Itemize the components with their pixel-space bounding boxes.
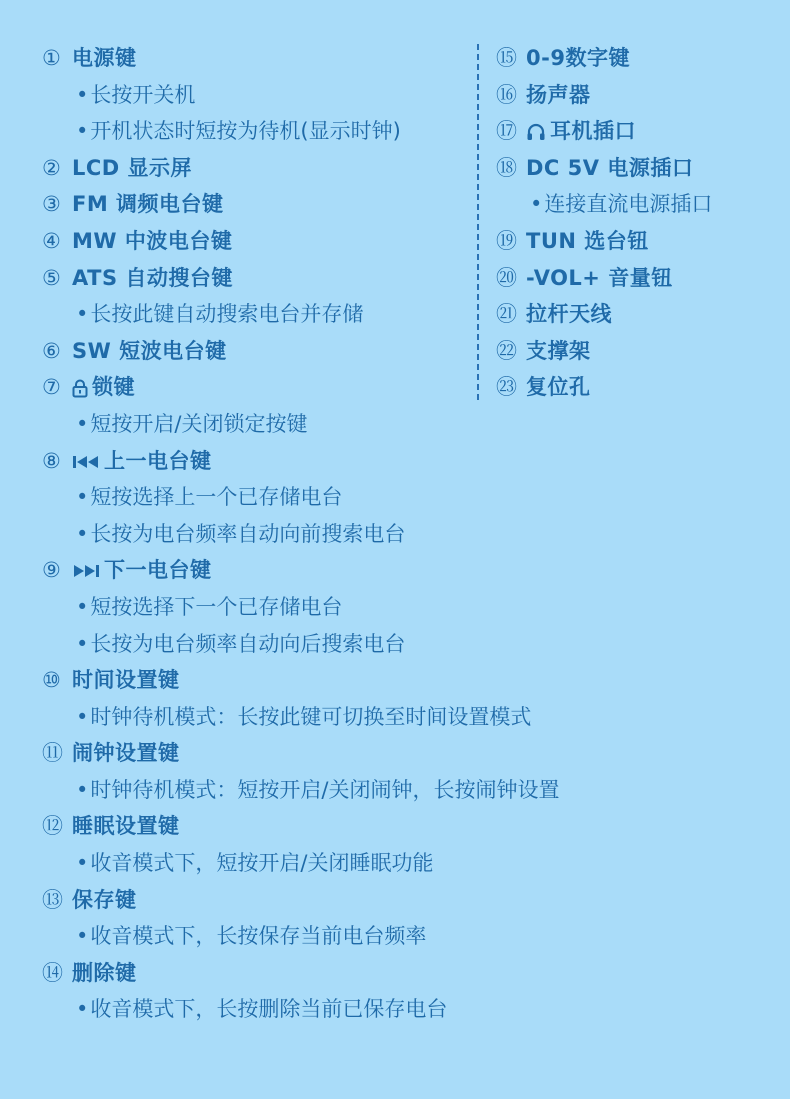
item-title: 拉杆天线 bbox=[526, 302, 612, 327]
item-note bbox=[42, 516, 482, 553]
item-title: 扬声器 bbox=[526, 82, 591, 107]
left-item-12 bbox=[42, 808, 482, 845]
item-number: ㉓ bbox=[496, 375, 517, 400]
item-title: 支撑架 bbox=[526, 338, 591, 363]
item-title: 上一电台键 bbox=[104, 448, 212, 473]
item-note bbox=[42, 772, 560, 809]
item-title: 睡眠设置键 bbox=[72, 814, 180, 839]
item-title: DC 5V 电源插口 bbox=[526, 155, 694, 180]
item-title: 闹钟设置键 bbox=[72, 741, 180, 766]
item-title: SW 短波电台键 bbox=[72, 338, 227, 363]
item-note bbox=[496, 186, 776, 223]
item-title: TUN 选台钮 bbox=[526, 228, 649, 253]
item-note-text: • 连接直流电源插口 bbox=[530, 192, 712, 216]
item-note bbox=[42, 113, 482, 150]
item-note-text: • 时钟待机模式：短按开启/关闭闹钟，长按闹钟设置 bbox=[76, 778, 559, 802]
item-number: ⑯ bbox=[496, 82, 517, 107]
item-title: 下一电台键 bbox=[104, 558, 212, 583]
item-note bbox=[42, 406, 482, 443]
item-note-text: • 开机状态时短按为待机(显示时钟) bbox=[76, 119, 401, 143]
item-number: ⑰ bbox=[496, 119, 517, 144]
right-item-1 bbox=[496, 40, 776, 77]
item-note bbox=[42, 479, 482, 516]
item-note-text: • 长按为电台频率自动向后搜索电台 bbox=[76, 632, 405, 656]
item-note-text: • 收音模式下，短按开启/关闭睡眠功能 bbox=[76, 851, 433, 875]
left-item-9 bbox=[42, 552, 482, 589]
item-note bbox=[42, 845, 482, 882]
item-number: ⑫ bbox=[42, 814, 63, 839]
item-note bbox=[42, 296, 482, 333]
item-number: ⑪ bbox=[42, 741, 63, 766]
item-note-text: • 短按选择下一个已存储电台 bbox=[76, 595, 342, 619]
right-column bbox=[496, 40, 776, 406]
item-number: ③ bbox=[42, 192, 61, 217]
left-item-14 bbox=[42, 955, 482, 992]
left-item-5 bbox=[42, 260, 482, 297]
left-item-13 bbox=[42, 882, 482, 919]
item-number: ⑳ bbox=[496, 265, 517, 290]
item-number: ⑦ bbox=[42, 375, 61, 400]
item-title: 保存键 bbox=[72, 887, 137, 912]
left-item-6 bbox=[42, 333, 482, 370]
right-item-7 bbox=[496, 296, 776, 333]
item-title: 耳机插口 bbox=[550, 119, 636, 144]
item-number: ⑤ bbox=[42, 265, 61, 290]
item-title: LCD 显示屏 bbox=[72, 155, 193, 180]
item-note bbox=[42, 991, 482, 1028]
item-note-text: • 收音模式下，长按保存当前电台频率 bbox=[76, 924, 426, 948]
item-note bbox=[42, 626, 482, 663]
item-note-text: • 短按选择上一个已存储电台 bbox=[76, 485, 342, 509]
item-title: 删除键 bbox=[72, 960, 137, 985]
left-item-10 bbox=[42, 662, 482, 699]
item-note bbox=[42, 589, 482, 626]
item-number: ⑧ bbox=[42, 448, 61, 473]
item-title: -VOL+ 音量钮 bbox=[526, 265, 673, 290]
lock-icon bbox=[72, 379, 88, 398]
item-number: ㉑ bbox=[496, 302, 517, 327]
right-item-4 bbox=[496, 150, 776, 187]
item-note-text: • 长按为电台频率自动向前搜索电台 bbox=[76, 522, 405, 546]
item-title: 电源键 bbox=[72, 46, 137, 70]
item-title: 锁键 bbox=[92, 375, 135, 400]
item-title: 时间设置键 bbox=[72, 668, 180, 693]
item-note-text: • 收音模式下，长按删除当前已保存电台 bbox=[76, 997, 447, 1021]
left-item-3 bbox=[42, 186, 482, 223]
item-number: ⑮ bbox=[496, 46, 517, 70]
right-item-3 bbox=[496, 113, 776, 150]
right-item-9 bbox=[496, 369, 776, 406]
item-title: 0-9数字键 bbox=[526, 46, 630, 70]
left-item-4 bbox=[42, 223, 482, 260]
right-item-8 bbox=[496, 333, 776, 370]
item-note-text: • 时钟待机模式：长按此键可切换至时间设置模式 bbox=[76, 705, 531, 729]
item-number: ⑲ bbox=[496, 228, 517, 253]
item-note-text: • 长按此键自动搜索电台并存储 bbox=[76, 302, 363, 326]
item-number: ① bbox=[42, 46, 61, 70]
item-number: ⑬ bbox=[42, 887, 63, 912]
item-note-text: • 短按开启/关闭锁定按键 bbox=[76, 412, 307, 436]
left-item-11 bbox=[42, 735, 482, 772]
next-track-icon bbox=[72, 564, 100, 578]
item-title: 复位孔 bbox=[526, 375, 591, 400]
right-item-6 bbox=[496, 260, 776, 297]
item-title: MW 中波电台键 bbox=[72, 228, 233, 253]
right-item-5 bbox=[496, 223, 776, 260]
item-number: ⑱ bbox=[496, 155, 517, 180]
item-number: ⑥ bbox=[42, 338, 61, 363]
item-note bbox=[42, 77, 482, 114]
item-note bbox=[42, 699, 532, 736]
item-number: ⑭ bbox=[42, 960, 63, 985]
item-number: ⑨ bbox=[42, 558, 61, 583]
right-item-2 bbox=[496, 77, 776, 114]
headphones-icon bbox=[526, 123, 546, 141]
item-number: ⑩ bbox=[42, 668, 61, 693]
item-note-text: • 长按开关机 bbox=[76, 83, 195, 107]
item-number: ④ bbox=[42, 228, 61, 253]
item-title: ATS 自动搜台键 bbox=[72, 265, 233, 290]
item-number: ㉒ bbox=[496, 338, 517, 363]
left-item-7 bbox=[42, 369, 482, 406]
column-divider bbox=[477, 44, 479, 400]
left-item-1 bbox=[42, 40, 482, 77]
item-note bbox=[42, 918, 482, 955]
item-number: ② bbox=[42, 155, 61, 180]
previous-track-icon bbox=[72, 455, 100, 469]
left-item-2 bbox=[42, 150, 482, 187]
left-item-8 bbox=[42, 443, 482, 480]
item-title: FM 调频电台键 bbox=[72, 192, 224, 217]
